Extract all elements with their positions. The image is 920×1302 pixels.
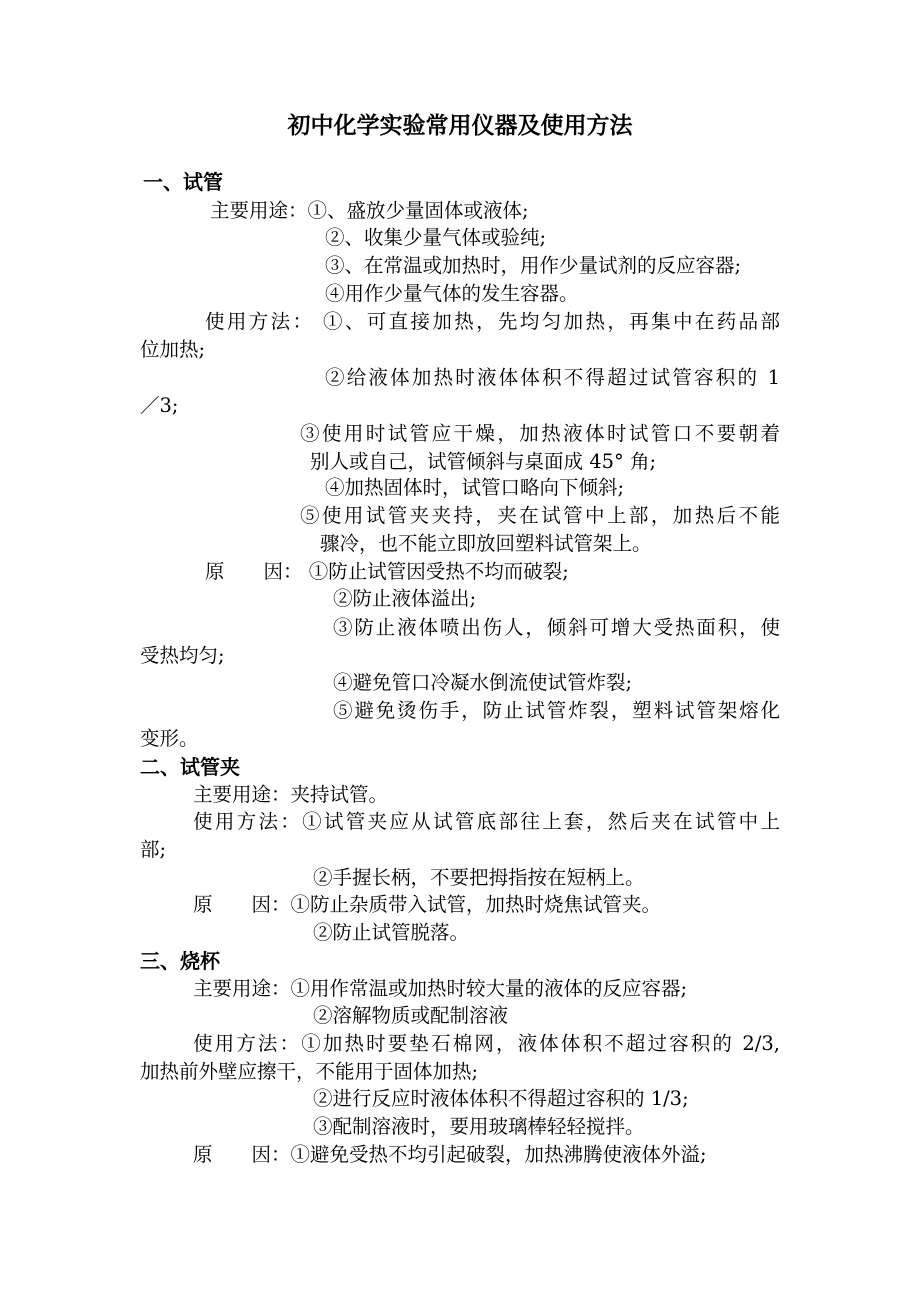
section-heading-beaker: 三、烧杯 [140, 949, 220, 973]
text-line: ⑤避免烫伤手，防止试管炸裂，塑料试管架熔化 [333, 699, 780, 722]
text-line: ②手握长柄，不要把拇指按在短柄上。 [313, 866, 645, 889]
text-line: 原 因：①防止杂质带入试管，加热时烧焦试管夹。 [193, 893, 662, 916]
text-line: ③、在常温或加热时，用作少量试剂的反应容器; [325, 254, 742, 277]
text-line: ②溶解物质或配制溶液 [313, 1004, 509, 1027]
text-line: 位加热; [140, 338, 206, 361]
text-line: ③使用时试管应干燥，加热液体时试管口不要朝着 [300, 422, 780, 445]
text-line: 主要用途：夹持试管。 [193, 783, 389, 806]
text-line: ／3; [140, 394, 179, 417]
section-heading-test-tube-holder: 二、试管夹 [140, 755, 240, 779]
text-line: 主要用途：①、盛放少量固体或液体; [210, 199, 529, 222]
text-line: ②防止液体溢出; [333, 587, 477, 610]
text-line: 使用方法：①试管夹应从试管底部往上套，然后夹在试管中上 [193, 810, 780, 833]
text-line: 骤冷，也不能立即放回塑料试管架上。 [320, 532, 652, 555]
text-line: 原 因： ①防止试管因受热不均而破裂; [205, 560, 569, 583]
text-line: 主要用途：①用作常温或加热时较大量的液体的反应容器; [193, 977, 688, 1000]
text-line: 加热前外壁应擦干，不能用于固体加热; [140, 1060, 479, 1083]
text-line: ③防止液体喷出伤人，倾斜可增大受热面积，使 [333, 616, 780, 639]
text-line: ②防止试管脱落。 [313, 921, 470, 944]
text-line: ②进行反应时液体体积不得超过容积的 1/3; [313, 1087, 689, 1110]
text-line: ④避免管口冷凝水倒流使试管炸裂; [333, 671, 633, 694]
text-line: 原 因：①避免受热不均引起破裂，加热沸腾使液体外溢; [193, 1143, 707, 1166]
section-heading-test-tube: 一、试管 [143, 170, 223, 194]
text-line: ④加热固体时，试管口略向下倾斜; [325, 476, 625, 499]
text-line: ④用作少量气体的发生容器。 [325, 282, 579, 305]
text-line: 别人或自己，试管倾斜与桌面成 45° 角; [310, 450, 657, 473]
text-line: ②给液体加热时液体体积不得超过试管容积的 1 [325, 366, 780, 389]
text-line: ②、收集少量气体或验纯; [325, 226, 547, 249]
text-line: ⑤使用试管夹夹持，夹在试管中上部，加热后不能 [300, 504, 780, 527]
text-line: 变形。 [140, 727, 199, 750]
text-line: 部; [140, 838, 167, 861]
text-line: 使用方法： ①、可直接加热，先均匀加热，再集中在药品部 [205, 310, 780, 333]
text-line: 使用方法：①加热时要垫石棉网，液体体积不超过容积的 2/3, [193, 1032, 780, 1055]
document-title: 初中化学实验常用仪器及使用方法 [287, 112, 633, 139]
text-line: ③配制溶液时，要用玻璃棒轻轻搅拌。 [313, 1115, 645, 1138]
text-line: 受热均匀; [140, 644, 225, 667]
